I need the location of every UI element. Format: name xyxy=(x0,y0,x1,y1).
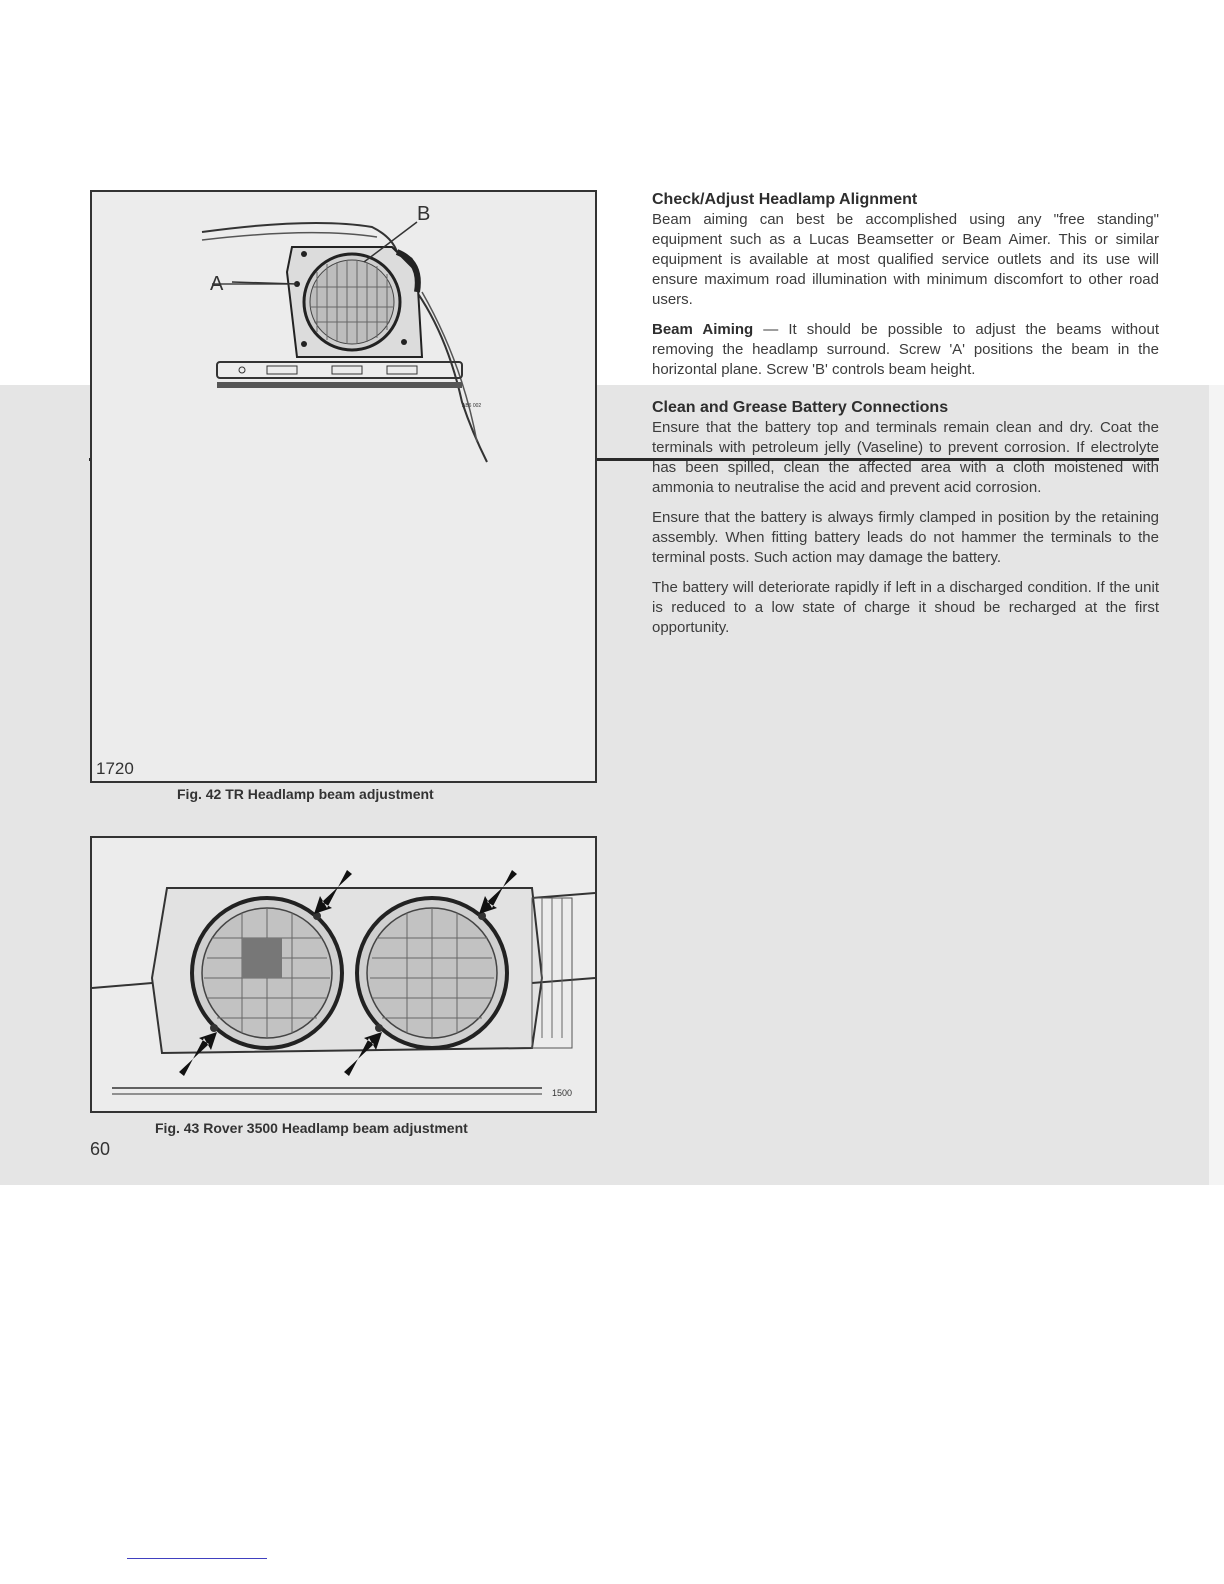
figure-43-illustration xyxy=(92,838,595,1111)
page-number: 60 xyxy=(90,1139,111,1159)
figure-42-number: 1720 xyxy=(96,759,134,778)
paragraph xyxy=(652,210,1159,310)
paragraph xyxy=(652,320,1159,380)
paragraph xyxy=(652,578,1159,638)
figure-43-code: 1500 xyxy=(552,1088,573,1098)
figure-42-code: AB6 002 xyxy=(462,403,482,409)
paragraph-text: The battery will deteriorate rapidly if left in a discharged condition. If the unit is reduced to a low state of charge it shoud be recharged at the first opportunity. xyxy=(652,579,1159,636)
label-a: A xyxy=(210,273,224,295)
paragraph xyxy=(652,508,1159,568)
page-edge xyxy=(1209,385,1224,1185)
text-column xyxy=(652,190,1159,648)
figure-42-caption: Fig. 42 TR Headlamp beam adjustment xyxy=(177,786,434,802)
paragraph-text: Beam aiming can best be accomplished using any "free standing" equipment such as a Lucas Beamsetter or Beam Aimer. This or similar equipment is available at most qualified service outlets and its use will ensure maximum road illumination with minimum discomfort to other road users. xyxy=(652,211,1159,308)
section-heading-battery: Clean and Grease Battery Connections xyxy=(652,399,949,416)
figure-42-frame xyxy=(90,190,597,783)
paragraph xyxy=(652,418,1159,498)
paragraph-text: — It should be possible to adjust the beams without removing the headlamp surround. Screw 'A' positions the beam in the horizontal plane. Screw 'B' controls beam height. xyxy=(652,321,1160,378)
paragraph-lead: Beam Aiming xyxy=(652,321,754,338)
figure-42-illustration xyxy=(92,192,595,781)
paragraph-text: Ensure that the battery top and terminals remain clean and dry. Coat the terminals with petroleum jelly (Vaseline) to prevent corrosion. If electrolyte has been spilled, clean the affected area with a cloth moistened with ammonia to neutralise the acid and prevent acid corrosion. xyxy=(652,419,1159,496)
section-heading-headlamp: Check/Adjust Headlamp Alignment xyxy=(652,191,918,208)
figure-43-caption: Fig. 43 Rover 3500 Headlamp beam adjustment xyxy=(155,1120,468,1136)
label-b: B xyxy=(417,203,431,225)
paragraph-text: Ensure that the battery is always firmly clamped in position by the retaining assembly. When fitting battery leads do not hammer the terminals to the terminal posts. Such action may damage the battery. xyxy=(652,509,1159,566)
bottom-rule xyxy=(127,1558,267,1559)
figure-43-frame xyxy=(90,836,597,1113)
